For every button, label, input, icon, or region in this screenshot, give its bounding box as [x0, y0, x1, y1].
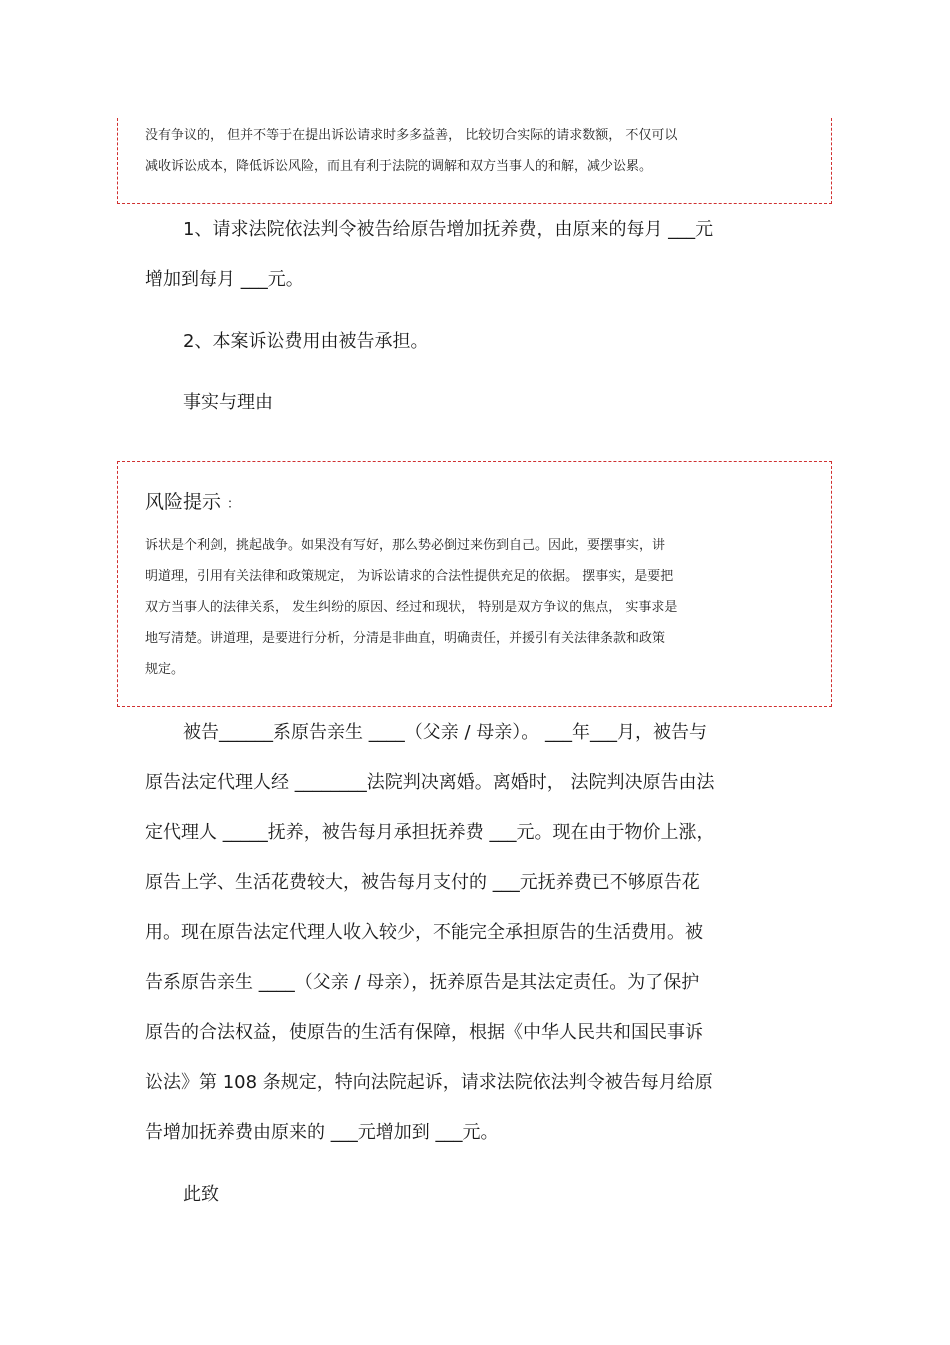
facts-line: 告增加抚养费由原来的 ___元增加到 ___元。 — [145, 1122, 499, 1143]
risk-tip-line: 明道理，引用有关法律和政策规定， 为诉讼请求的合法性提供充足的依据。 摆事实，是要把 — [145, 569, 674, 584]
risk-tip-line: 双方当事人的法律关系， 发生纠纷的原因、经过和现状， 特别是双方争议的焦点， 实事求是 — [145, 600, 678, 615]
facts-line: 告系原告亲生 ____（父亲 / 母亲），抚养原告是其法定责任。为了保护 — [145, 972, 700, 993]
request-item-1-cont: 增加到每月 ___元。 — [145, 269, 304, 290]
closing-text: 此致 — [183, 1184, 219, 1205]
risk-tip-title — [145, 490, 240, 517]
request-item-2: 2、本案诉讼费用由被告承担。 — [183, 331, 429, 352]
risk-tip-title-text: 风险提示 — [145, 491, 222, 513]
facts-line: 用。现在原告法定代理人收入较少，不能完全承担原告的生活费用。被 — [145, 922, 703, 943]
facts-heading: 事实与理由 — [183, 392, 273, 413]
facts-line: 定代理人 _____抚养，被告每月承担抚养费 ___元。现在由于物价上涨， — [145, 822, 715, 843]
risk-tip-line: 诉状是个利剑，挑起战争。如果没有写好，那么势必倒过来伤到自己。因此，要摆事实，讲 — [145, 538, 666, 553]
facts-line: 原告的合法权益，使原告的生活有保障，根据《中华人民共和国民事诉 — [145, 1022, 703, 1043]
facts-line: 原告法定代理人经 ________法院判决离婚。离婚时， 法院判决原告由法 — [145, 772, 715, 793]
facts-line: 原告上学、生活花费较大，被告每月支付的 ___元抚养费已不够原告花 — [145, 872, 700, 893]
risk-tip-line: 规定。 — [145, 662, 185, 677]
top-note-line: 减收诉讼成本，降低诉讼风险，而且有利于法院的调解和双方当事人的和解，减少讼累。 — [145, 159, 653, 174]
request-item-1: 1、请求法院依法判令被告给原告增加抚养费，由原来的每月 ___元 — [183, 219, 714, 240]
risk-tip-colon: ： — [227, 497, 241, 512]
facts-line: 讼法》第 108 条规定，特向法院起诉，请求法院依法判令被告每月给原 — [145, 1072, 713, 1093]
top-note-line: 没有争议的， 但并不等于在提出诉讼请求时多多益善， 比较切合实际的请求数额， 不仅可以 — [145, 128, 678, 143]
facts-line: 被告______系原告亲生 ____（父亲 / 母亲）。 ___年___月，被告与 — [183, 722, 707, 743]
risk-tip-line: 地写清楚。讲道理，是要进行分析，分清是非曲直，明确责任，并援引有关法律条款和政策 — [145, 631, 666, 646]
